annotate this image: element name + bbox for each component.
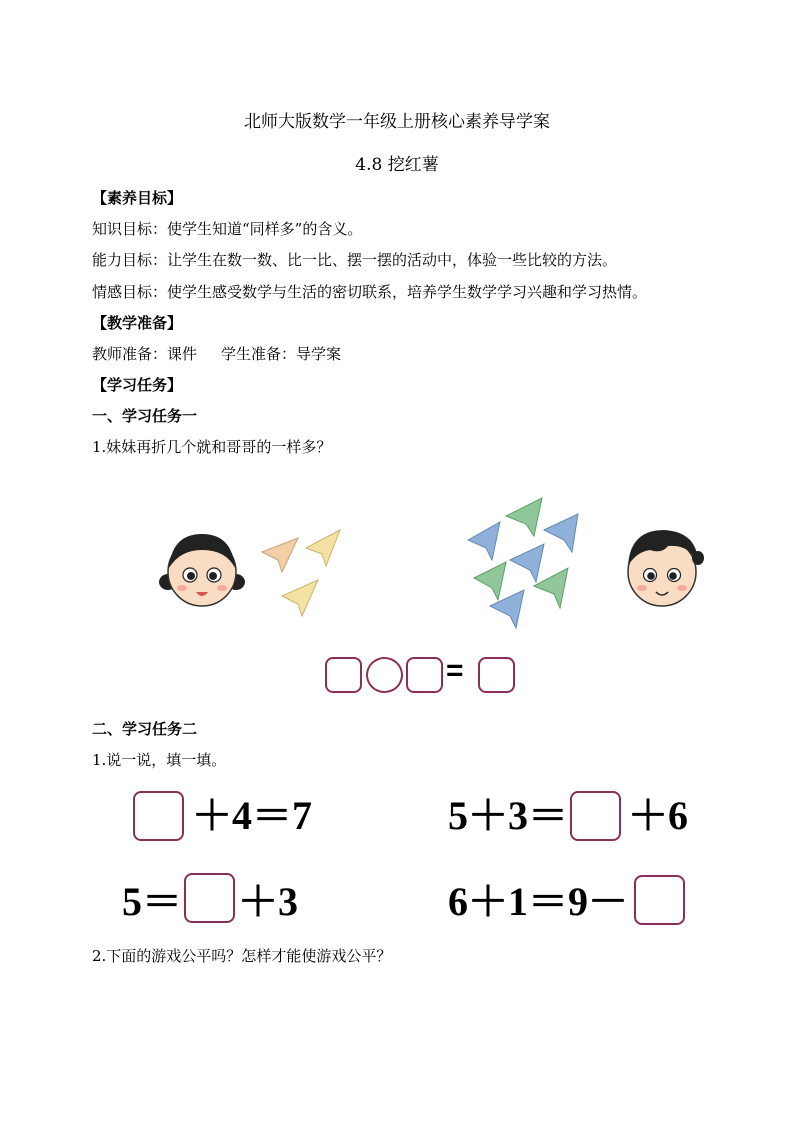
boy-icon (628, 530, 704, 606)
goal-ability: 能力目标：让学生在数一数、比一比、摆一摆的活动中，体验一些比较的方法。 (92, 251, 618, 269)
eq1-right-text: ＋4＝7 (192, 793, 312, 838)
equals-sign: = (446, 654, 464, 687)
eq3-right-text: ＋3 (238, 879, 298, 924)
eq4-left-text: 6＋1＝9－ (448, 879, 628, 924)
task1-question: 1.妹妹再折几个就和哥哥的一样多？ (92, 438, 332, 456)
task1-heading: 一、学习任务一 (92, 407, 198, 425)
prep-line (92, 343, 341, 364)
task2-question-1: 1.说一说，填一填。 (92, 751, 227, 769)
answer-box-3[interactable] (478, 657, 515, 693)
eq2-blank-box[interactable] (570, 791, 621, 841)
prep-student: 学生准备：导学案 (221, 345, 342, 363)
prep-teacher: 教师准备：课件 (92, 345, 198, 363)
prep-header: 【教学准备】 (92, 314, 183, 332)
eq1-blank-box[interactable] (133, 791, 184, 841)
task2-heading: 二、学习任务二 (92, 720, 198, 738)
girl-paper-planes (262, 530, 340, 616)
eq2-right-text: ＋6 (628, 793, 688, 838)
eq3-blank-box[interactable] (184, 873, 235, 923)
answer-box-2[interactable] (406, 657, 443, 693)
goals-header: 【素养目标】 (92, 189, 183, 207)
goal-emotion: 情感目标：使学生感受数学与生活的密切联系，培养学生数学学习兴趣和学习热情。 (92, 283, 648, 301)
eq2-left-text: 5＋3＝ (448, 793, 568, 838)
girl-icon (159, 534, 245, 606)
eq4-blank-box[interactable] (634, 875, 685, 925)
tasks-header: 【学习任务】 (92, 376, 183, 394)
eq3-left-text: 5＝ (122, 879, 182, 924)
operator-circle[interactable] (366, 657, 403, 693)
lesson-title: 4.8 挖红薯 (355, 155, 439, 175)
answer-box-1[interactable] (325, 657, 362, 693)
boy-paper-planes (468, 498, 578, 628)
goal-knowledge: 知识目标：使学生知道“同样多”的含义。 (92, 220, 363, 238)
comparison-illustration (150, 490, 710, 650)
document-title: 北师大版数学一年级上册核心素养导学案 (244, 112, 550, 132)
task2-question-2: 2.下面的游戏公平吗？怎样才能使游戏公平？ (92, 947, 392, 965)
